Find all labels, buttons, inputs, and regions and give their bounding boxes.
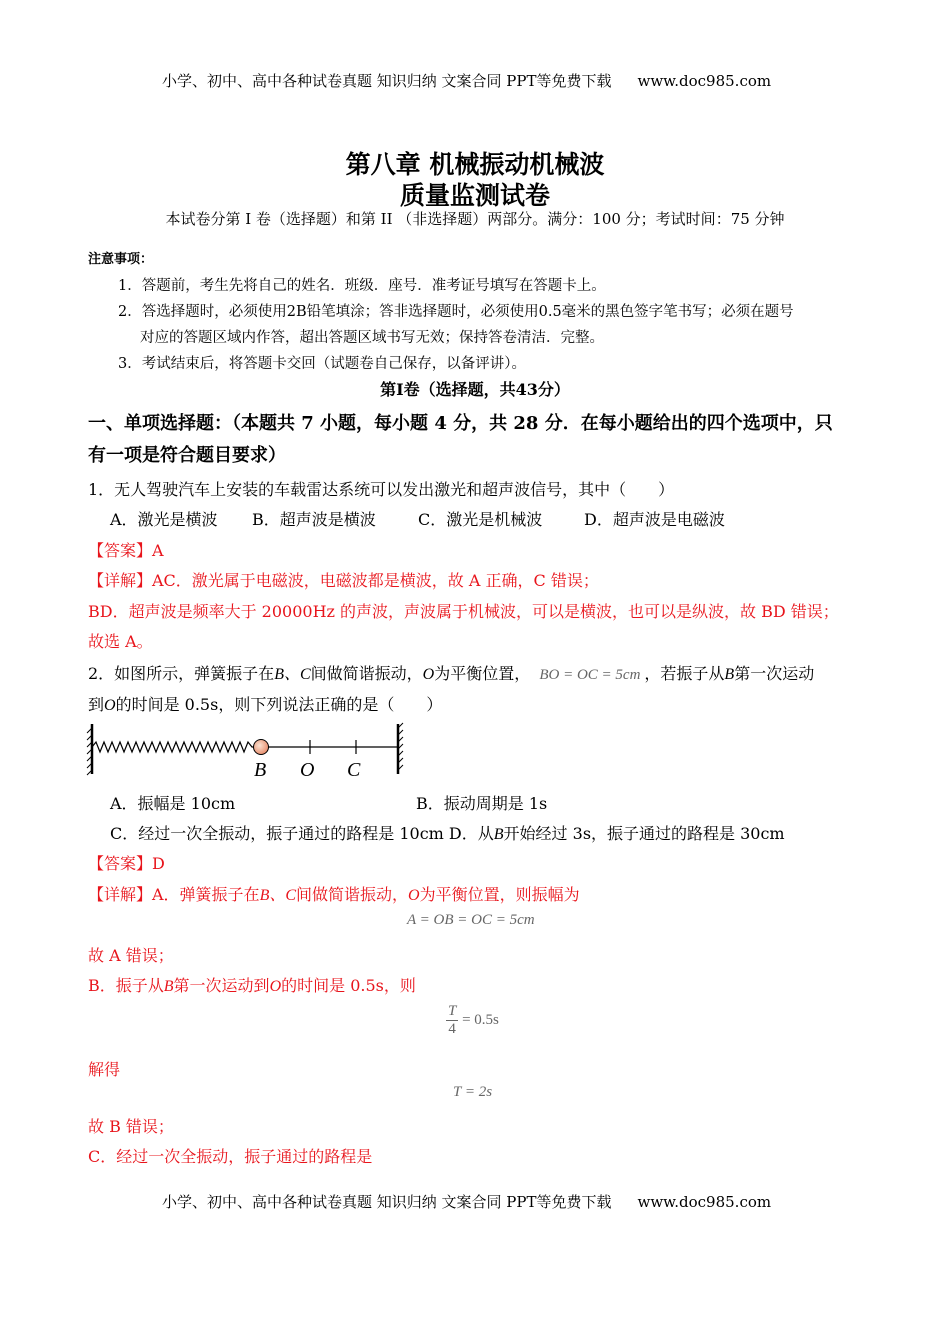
q1-option-c: C．激光是机械波 — [418, 510, 543, 529]
label-b: B — [254, 759, 267, 781]
header-text: 小学、初中、高中各种试卷真题 知识归纳 文案合同 PPT等免费下载 www.doc985.com — [162, 72, 772, 90]
q2-option-a: A．振幅是 10cm — [110, 794, 236, 813]
q1-detail: BD．超声波是频率大于 20000Hz 的声波，声波属于机械波，可以是横波，也可以是纵波，故 BD 错误； — [88, 602, 839, 621]
q1-option-b: B．超声波是横波 — [252, 510, 376, 529]
footer-site[interactable]: www.doc985.com — [637, 1193, 772, 1211]
note-item: 3．考试结束后，将答题卡交回（试题卷自己保存，以备评讲）。 — [118, 356, 526, 372]
q1-answer: 【答案】A — [88, 541, 164, 560]
q1-detail: 【详解】AC．激光属于电磁波，电磁波都是横波，故 A 正确，C 错误； — [88, 571, 599, 590]
q2-detail: 故 A 错误； — [88, 946, 174, 965]
equation-amplitude: A = OB = OC = 5cm — [407, 912, 535, 928]
oscillator-ball — [254, 740, 269, 755]
notes-heading: 注意事项： — [88, 252, 154, 267]
q1-option-a: A．激光是横波 — [110, 510, 218, 529]
equation-quarter-period: $\frac{T}{4}$ = 0.5s — [448, 1003, 499, 1037]
q2-detail: 故 B 错误； — [88, 1117, 174, 1136]
label-o: O — [300, 759, 315, 781]
q2-detail: 解得 — [88, 1060, 121, 1079]
equation: BO = OC = 5cm — [539, 667, 641, 683]
q2-detail: C．经过一次全振动，振子通过的路程是 — [88, 1147, 373, 1166]
q2-option-c: C．经过一次全振动，振子通过的路程是 10cm — [110, 824, 444, 843]
q2-option-d: D．从B开始经过 3s，振子通过的路程是 30cm — [448, 824, 785, 843]
part-heading: 一、单项选择题：（本题共 7 小题，每小题 4 分，共 28 分．在每小题给出的四个选项中，只 — [88, 413, 833, 434]
page-subtitle: 质量监测试卷 — [399, 181, 550, 210]
note-item: 对应的答题区域内作答，超出答题区域书写无效；保持答卷清洁．完整。 — [140, 330, 604, 346]
q2-option-b: B．振动周期是 1s — [416, 794, 548, 813]
q2-option-cd — [110, 821, 785, 844]
q1-option-d: D．超声波是电磁波 — [584, 510, 725, 529]
header-site[interactable]: www.doc985.com — [637, 72, 772, 90]
page-title: 第八章 机械振动机械波 — [345, 150, 605, 179]
q2-detail: B．振子从B第一次运动到O的时间是 0.5s，则 — [88, 976, 416, 995]
exam-info: 本试卷分第 I 卷（选择题）和第 II （非选择题）两部分。满分：100 分；考试时间：75 分钟 — [165, 210, 785, 228]
part-heading: 有一项是符合题目要求） — [88, 445, 286, 466]
equation-period: T = 2s — [453, 1084, 493, 1100]
q1-detail: 故选 A。 — [88, 632, 153, 651]
spring-oscillator-figure — [86, 720, 406, 782]
q2-stem: 2．如图所示，弹簧振子在B、C间做简谐振动，O为平衡位置， BO = OC = 5cm ，若振子从B第一次运动 — [88, 664, 815, 683]
note-item: 1．答题前，考生先将自己的姓名．班级．座号．准考证号填写在答题卡上。 — [118, 278, 606, 294]
label-c: C — [347, 759, 361, 781]
spring — [92, 742, 254, 752]
note-item: 2．答选择题时，必须使用2B铅笔填涂；答非选择题时，必须使用0.5毫米的黑色签字笔书写；必须在题号 — [118, 304, 794, 320]
q1-stem: 1．无人驾驶汽车上安装的车载雷达系统可以发出激光和超声波信号，其中（ ） — [88, 480, 675, 499]
section-heading: 第Ⅰ卷（选择题，共43分） — [380, 380, 570, 399]
q2-answer: 【答案】D — [88, 854, 165, 873]
q2-stem-line2: 到O的时间是 0.5s，则下列说法正确的是（ ） — [88, 695, 443, 714]
q2-detail: 【详解】A．弹簧振子在B、C间做简谐振动，O为平衡位置，则振幅为 — [88, 885, 580, 904]
footer-text: 小学、初中、高中各种试卷真题 知识归纳 文案合同 PPT等免费下载 www.doc985.com — [162, 1193, 772, 1211]
